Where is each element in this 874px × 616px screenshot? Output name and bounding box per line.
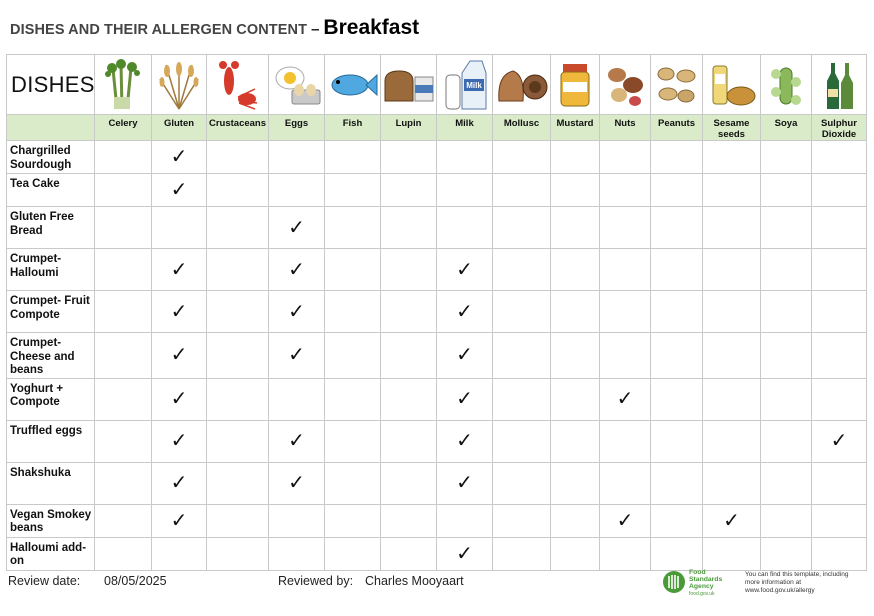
allergen-cell-empty (269, 174, 325, 207)
allergen-cell-empty (381, 249, 437, 291)
allergen-cell-empty (551, 378, 600, 420)
review-date-label: Review date: (8, 574, 81, 588)
allergen-cell-empty (95, 420, 152, 462)
milk-icon (437, 55, 493, 115)
allergen-cell-empty (761, 462, 812, 504)
allergen-cell-empty (812, 174, 867, 207)
allergen-cell-empty (95, 504, 152, 537)
allergen-label: Mustard (551, 115, 600, 141)
sesame-icon (703, 55, 761, 115)
dish-row (7, 420, 867, 462)
allergen-cell-empty (95, 462, 152, 504)
allergen-cell-empty (551, 504, 600, 537)
dishes-header: DISHES (7, 55, 95, 115)
allergen-cell-empty (812, 378, 867, 420)
dish-name: Crumpet- Fruit Compote (7, 291, 95, 333)
eggs-icon (269, 55, 325, 115)
allergen-cell-empty (381, 333, 437, 379)
dish-row (7, 504, 867, 537)
allergen-cell-empty (493, 174, 551, 207)
allergen-tick: ✓ (703, 504, 761, 537)
allergen-tick: ✓ (437, 420, 493, 462)
allergen-cell-empty (551, 462, 600, 504)
allergen-cell-empty (761, 207, 812, 249)
allergen-cell-empty (651, 462, 703, 504)
allergen-cell-empty (651, 504, 703, 537)
soya-icon (761, 55, 812, 115)
dish-row (7, 462, 867, 504)
allergen-cell-empty (437, 141, 493, 174)
allergen-cell-empty (207, 420, 269, 462)
allergen-cell-empty (651, 174, 703, 207)
allergen-cell-empty (493, 207, 551, 249)
allergen-cell-empty (95, 378, 152, 420)
allergen-cell-empty (761, 378, 812, 420)
page-title (10, 16, 419, 46)
allergen-cell-empty (95, 174, 152, 207)
allergen-label: Nuts (600, 115, 651, 141)
celery-icon (95, 55, 152, 115)
allergen-cell-empty (207, 462, 269, 504)
allergen-cell-empty (95, 141, 152, 174)
dish-name: Halloumi add-on (7, 537, 95, 570)
allergen-cell-empty (812, 249, 867, 291)
allergen-cell-empty (761, 291, 812, 333)
dish-name: Crumpet- Cheese and beans (7, 333, 95, 379)
allergen-cell-empty (95, 249, 152, 291)
allergen-tick: ✓ (152, 291, 207, 333)
allergen-cell-empty (152, 207, 207, 249)
dish-name: Gluten Free Bread (7, 207, 95, 249)
allergen-cell-empty (207, 141, 269, 174)
allergen-tick: ✓ (269, 207, 325, 249)
nuts-icon (600, 55, 651, 115)
review-date-value: 08/05/2025 (104, 574, 167, 588)
allergen-label: Milk (437, 115, 493, 141)
allergen-tick: ✓ (437, 537, 493, 570)
allergen-cell-empty (761, 174, 812, 207)
allergen-cell-empty (600, 207, 651, 249)
allergen-cell-empty (703, 207, 761, 249)
allergen-cell-empty (551, 249, 600, 291)
allergen-cell-empty (812, 333, 867, 379)
allergen-cell-empty (269, 504, 325, 537)
allergen-cell-empty (381, 291, 437, 333)
allergen-label: Gluten (152, 115, 207, 141)
allergen-label: Crustaceans (207, 115, 269, 141)
allergen-table (6, 54, 867, 571)
allergen-cell-empty (381, 378, 437, 420)
allergen-label-row (7, 115, 867, 141)
allergen-tick: ✓ (269, 249, 325, 291)
allergen-tick: ✓ (152, 378, 207, 420)
allergen-cell-empty (381, 174, 437, 207)
lupin-bread-icon (381, 55, 437, 115)
dish-row (7, 378, 867, 420)
allergen-cell-empty (325, 504, 381, 537)
allergen-cell-empty (651, 141, 703, 174)
dish-row (7, 174, 867, 207)
allergen-cell-empty (703, 249, 761, 291)
allergen-cell-empty (493, 378, 551, 420)
allergen-label: Peanuts (651, 115, 703, 141)
allergen-cell-empty (493, 249, 551, 291)
allergen-tick: ✓ (152, 420, 207, 462)
dish-row (7, 537, 867, 570)
allergen-label: Lupin (381, 115, 437, 141)
svg-text:Milk: Milk (465, 80, 482, 90)
allergen-cell-empty (651, 378, 703, 420)
allergen-cell-empty (95, 291, 152, 333)
dish-name: Shakshuka (7, 462, 95, 504)
allergen-cell-empty (325, 537, 381, 570)
allergen-cell-empty (600, 420, 651, 462)
allergen-cell-empty (761, 537, 812, 570)
allergen-cell-empty (703, 141, 761, 174)
allergen-cell-empty (600, 291, 651, 333)
allergen-cell-empty (381, 207, 437, 249)
allergen-cell-empty (269, 378, 325, 420)
fsa-logo-mark-icon (662, 570, 686, 594)
allergen-cell-empty (651, 291, 703, 333)
allergen-cell-empty (95, 537, 152, 570)
allergen-tick: ✓ (600, 504, 651, 537)
dish-row (7, 333, 867, 379)
allergen-cell-empty (651, 420, 703, 462)
allergen-cell-empty (812, 207, 867, 249)
allergen-label: Soya (761, 115, 812, 141)
dish-row (7, 141, 867, 174)
allergen-cell-empty (600, 141, 651, 174)
allergen-cell-empty (600, 462, 651, 504)
allergen-tick: ✓ (152, 174, 207, 207)
allergen-cell-empty (207, 207, 269, 249)
dish-name: Vegan Smokey beans (7, 504, 95, 537)
allergen-cell-empty (207, 504, 269, 537)
allergen-cell-empty (703, 174, 761, 207)
allergen-cell-empty (269, 537, 325, 570)
allergen-cell-empty (551, 141, 600, 174)
dish-row (7, 291, 867, 333)
allergen-cell-empty (703, 333, 761, 379)
allergen-cell-empty (493, 291, 551, 333)
allergen-tick: ✓ (152, 462, 207, 504)
allergen-cell-empty (812, 462, 867, 504)
label-row-blank (7, 115, 95, 141)
allergen-cell-empty (551, 291, 600, 333)
allergen-cell-empty (551, 420, 600, 462)
allergen-cell-empty (207, 378, 269, 420)
allergen-tick: ✓ (152, 249, 207, 291)
dish-row (7, 207, 867, 249)
wheat-icon (152, 55, 207, 115)
allergen-cell-empty (325, 207, 381, 249)
allergen-cell-empty (207, 249, 269, 291)
allergen-cell-empty (269, 141, 325, 174)
allergen-cell-empty (207, 537, 269, 570)
allergen-cell-empty (493, 420, 551, 462)
allergen-cell-empty (761, 420, 812, 462)
allergen-label: Sulphur Dioxide (812, 115, 867, 141)
dish-name: Tea Cake (7, 174, 95, 207)
dish-name: Chargrilled Sourdough (7, 141, 95, 174)
allergen-cell-empty (703, 420, 761, 462)
allergen-cell-empty (325, 141, 381, 174)
allergen-cell-empty (381, 462, 437, 504)
allergen-cell-empty (437, 504, 493, 537)
allergen-cell-empty (325, 333, 381, 379)
allergen-cell-empty (651, 207, 703, 249)
allergen-cell-empty (761, 249, 812, 291)
fsa-logo-url: food.gov.uk (689, 591, 715, 597)
title-dash: – (311, 21, 320, 38)
allergen-cell-empty (600, 249, 651, 291)
allergen-cell-empty (600, 537, 651, 570)
icon-row (7, 55, 867, 115)
allergen-cell-empty (703, 537, 761, 570)
allergen-cell-empty (325, 462, 381, 504)
allergen-tick: ✓ (269, 333, 325, 379)
dish-name: Yoghurt + Compote (7, 378, 95, 420)
allergen-tick: ✓ (437, 462, 493, 504)
allergen-label: Fish (325, 115, 381, 141)
allergen-cell-empty (493, 333, 551, 379)
allergen-cell-empty (493, 537, 551, 570)
allergen-tick: ✓ (269, 462, 325, 504)
allergen-cell-empty (381, 420, 437, 462)
allergen-tick: ✓ (437, 333, 493, 379)
allergen-cell-empty (95, 333, 152, 379)
allergen-tick: ✓ (152, 141, 207, 174)
allergen-cell-empty (381, 141, 437, 174)
allergen-cell-empty (493, 462, 551, 504)
allergen-cell-empty (551, 174, 600, 207)
fsa-logo (662, 568, 734, 600)
allergen-tick: ✓ (269, 291, 325, 333)
allergen-cell-empty (325, 174, 381, 207)
allergen-cell-empty (381, 504, 437, 537)
template-note: You can find this template, including more information at www.food.gov.uk/allergy (745, 571, 849, 594)
allergen-tick: ✓ (812, 420, 867, 462)
allergen-cell-empty (325, 420, 381, 462)
allergen-cell-empty (812, 141, 867, 174)
allergen-tick: ✓ (269, 420, 325, 462)
allergen-tick: ✓ (437, 378, 493, 420)
shell-icon (493, 55, 551, 115)
allergen-cell-empty (651, 537, 703, 570)
allergen-cell-empty (437, 174, 493, 207)
allergen-cell-empty (325, 249, 381, 291)
dish-row (7, 249, 867, 291)
allergen-cell-empty (493, 504, 551, 537)
allergen-cell-empty (651, 249, 703, 291)
allergen-cell-empty (551, 537, 600, 570)
title-main: Breakfast (323, 16, 420, 39)
dish-name: Crumpet- Halloumi (7, 249, 95, 291)
allergen-tick: ✓ (600, 378, 651, 420)
allergen-cell-empty (703, 378, 761, 420)
allergen-cell-empty (812, 291, 867, 333)
allergen-cell-empty (381, 537, 437, 570)
allergen-cell-empty (152, 537, 207, 570)
fish-icon (325, 55, 381, 115)
allergen-cell-empty (761, 333, 812, 379)
allergen-label: Sesame seeds (703, 115, 761, 141)
allergen-cell-empty (812, 504, 867, 537)
reviewer-name: Charles Mooyaart (365, 574, 464, 588)
allergen-tick: ✓ (152, 333, 207, 379)
allergen-tick: ✓ (437, 249, 493, 291)
title-prefix: DISHES AND THEIR ALLERGEN CONTENT (10, 22, 308, 38)
allergen-cell-empty (551, 333, 600, 379)
allergen-cell-empty (812, 537, 867, 570)
allergen-cell-empty (325, 291, 381, 333)
allergen-label: Celery (95, 115, 152, 141)
fsa-logo-text: Food Standards Agency (689, 569, 723, 590)
allergen-cell-empty (325, 378, 381, 420)
allergen-label: Eggs (269, 115, 325, 141)
reviewed-by-label: Reviewed by: (278, 574, 354, 588)
allergen-cell-empty (207, 333, 269, 379)
mustard-jar-icon (551, 55, 600, 115)
allergen-cell-empty (437, 207, 493, 249)
allergen-tick: ✓ (152, 504, 207, 537)
allergen-tick: ✓ (437, 291, 493, 333)
dish-name: Truffled eggs (7, 420, 95, 462)
allergen-cell-empty (207, 174, 269, 207)
peanuts-icon (651, 55, 703, 115)
allergen-cell-empty (600, 333, 651, 379)
allergen-label: Mollusc (493, 115, 551, 141)
allergen-cell-empty (761, 141, 812, 174)
allergen-cell-empty (95, 207, 152, 249)
allergen-cell-empty (651, 333, 703, 379)
lobster-crab-icon (207, 55, 269, 115)
allergen-cell-empty (493, 141, 551, 174)
allergen-cell-empty (600, 174, 651, 207)
allergen-cell-empty (703, 462, 761, 504)
allergen-cell-empty (703, 291, 761, 333)
allergen-cell-empty (761, 504, 812, 537)
allergen-cell-empty (551, 207, 600, 249)
allergen-cell-empty (207, 291, 269, 333)
wine-bottle-icon (812, 55, 867, 115)
